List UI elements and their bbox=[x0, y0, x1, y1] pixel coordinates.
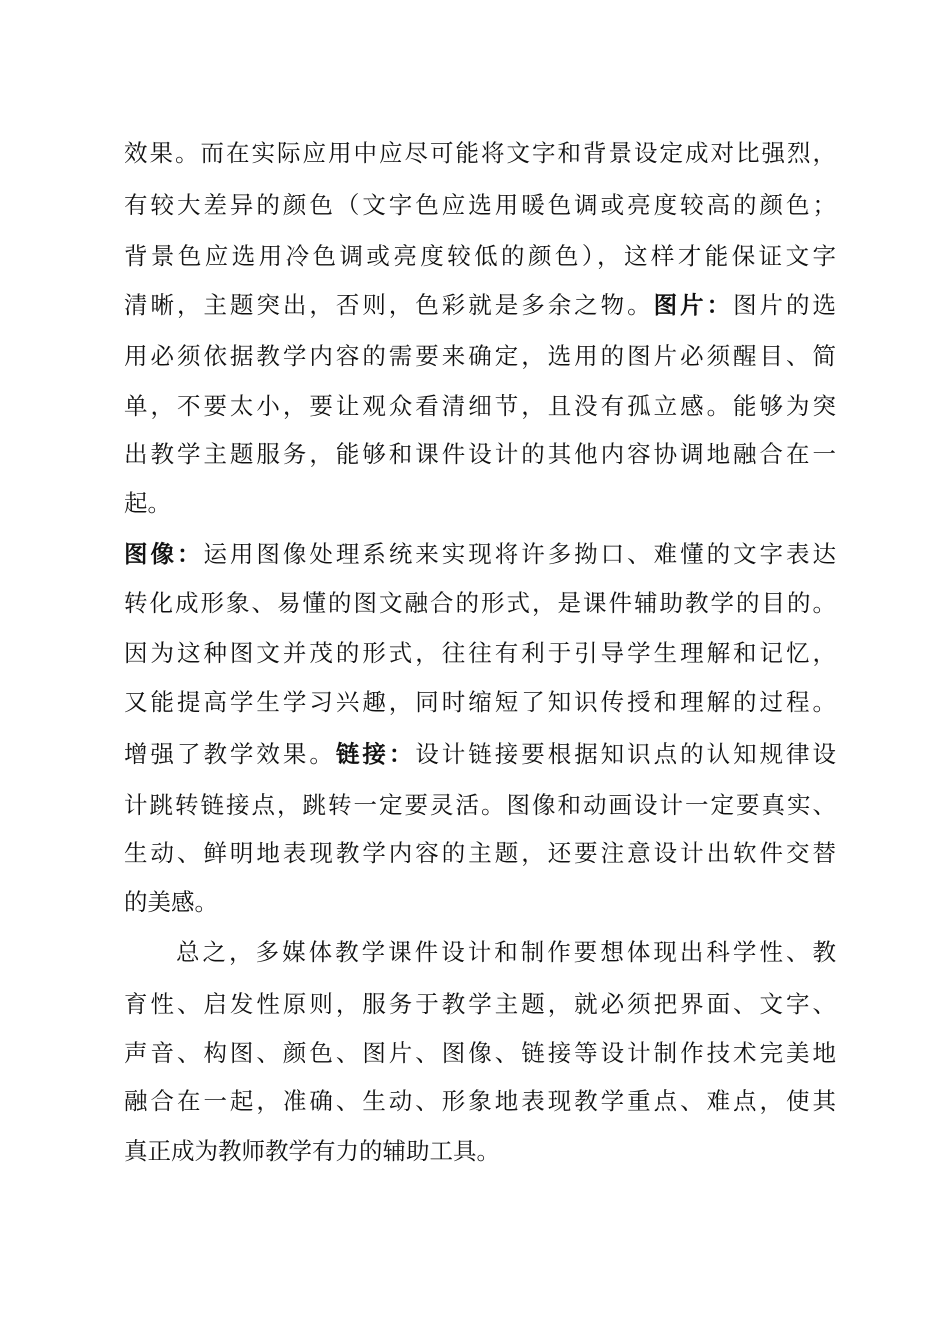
body-text-line: 的美感。 bbox=[124, 888, 218, 916]
body-text-line: 用必须依据教学内容的需要来确定，选用的图片必须醒目、简 bbox=[124, 342, 836, 370]
term-heading-link: 链接： bbox=[335, 740, 416, 768]
body-text: 运用图像处理系统来实现将许多拗口、难懂的文字表达 bbox=[203, 540, 837, 568]
body-text: 图片的选 bbox=[733, 291, 837, 319]
body-text: 设计链接要根据知识点的认知规律设 bbox=[415, 740, 837, 768]
term-heading-picture: 图片： bbox=[653, 291, 734, 319]
body-text-line: 又能提高学生学习兴趣，同时缩短了知识传授和理解的过程。 bbox=[124, 688, 836, 716]
body-text-line bbox=[124, 538, 836, 570]
body-text: 清晰，主题突出，否则，色彩就是多余之物。 bbox=[124, 291, 654, 319]
body-text-line: 融合在一起，准确、生动、形象地表现教学重点、难点，使其 bbox=[124, 1087, 836, 1115]
body-text: 增强了教学效果。 bbox=[124, 740, 336, 768]
term-heading-image: 图像： bbox=[124, 540, 204, 568]
body-text-line: 单，不要太小，要让观众看清细节，且没有孤立感。能够为突 bbox=[124, 392, 836, 420]
body-text-line: 出教学主题服务，能够和课件设计的其他内容协调地融合在一 bbox=[124, 440, 836, 468]
body-text-line: 育性、启发性原则，服务于教学主题，就必须把界面、文字、 bbox=[124, 990, 836, 1018]
body-text-line: 声音、构图、颜色、图片、图像、链接等设计制作技术完美地 bbox=[124, 1039, 836, 1067]
body-text-line: 因为这种图文并茂的形式，往往有利于引导学生理解和记忆， bbox=[124, 639, 836, 667]
body-text-line: 转化成形象、易懂的图文融合的形式，是课件辅助教学的目的。 bbox=[124, 589, 836, 617]
body-text-line: 起。 bbox=[124, 489, 171, 517]
body-text-line: 有较大差异的颜色（文字色应选用暖色调或亮度较高的颜色； bbox=[124, 191, 836, 219]
body-text-line: 真正成为教师教学有力的辅助工具。 bbox=[124, 1137, 500, 1165]
body-text-line: 效果。而在实际应用中应尽可能将文字和背景设定成对比强烈， bbox=[124, 139, 836, 167]
body-text-line: 计跳转链接点，跳转一定要灵活。图像和动画设计一定要真实、 bbox=[124, 791, 836, 819]
body-text-line bbox=[124, 738, 836, 770]
body-text-line: 背景色应选用冷色调或亮度较低的颜色），这样才能保证文字 bbox=[124, 242, 836, 270]
body-text-line bbox=[124, 289, 836, 321]
body-text-line: 生动、鲜明地表现教学内容的主题，还要注意设计出软件交替 bbox=[124, 839, 836, 867]
body-text-line: 总之，多媒体教学课件设计和制作要想体现出科学性、教 bbox=[176, 938, 836, 966]
